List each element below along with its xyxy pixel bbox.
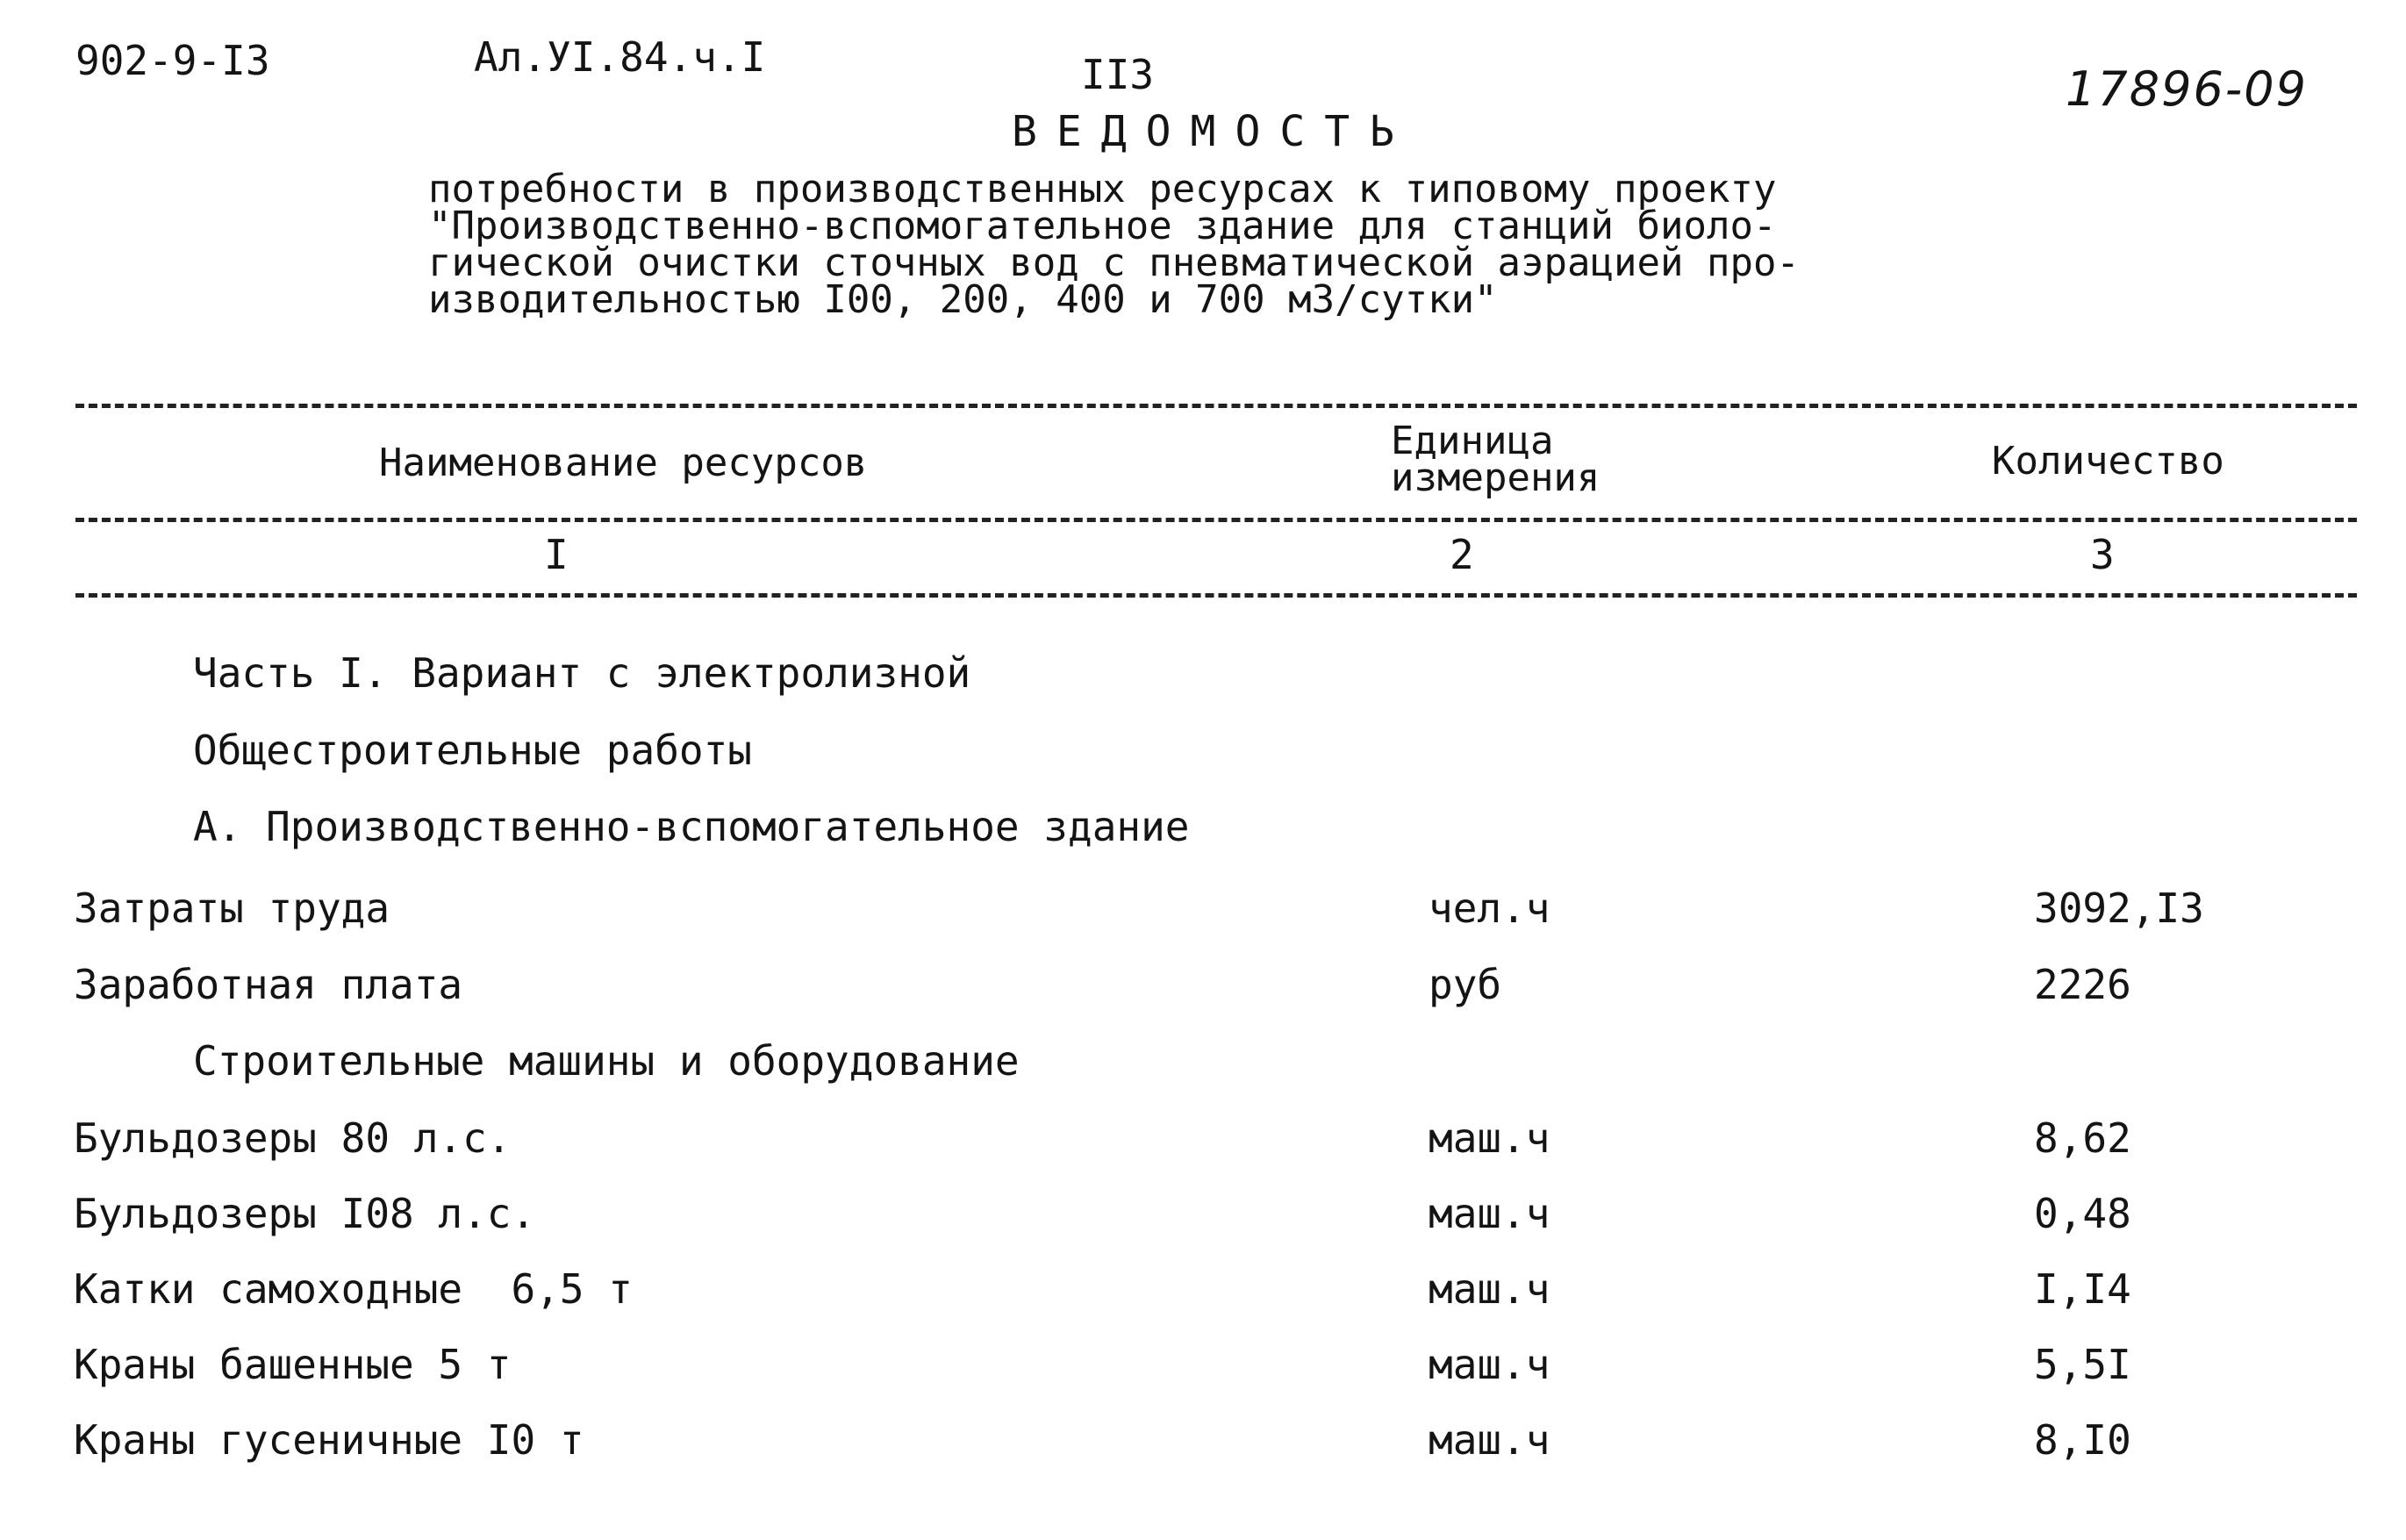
- resource-name: Бульдозеры 80 л.с.: [74, 1114, 512, 1162]
- resource-name: Бульдозеры I08 л.с.: [74, 1190, 536, 1237]
- resource-name: Краны гусеничные I0 т: [74, 1416, 584, 1464]
- resource-name: Краны башенные 5 т: [74, 1341, 512, 1388]
- column-header-unit: Единица измерения: [1391, 419, 1600, 500]
- resource-quantity: 0,48: [2034, 1190, 2131, 1237]
- resource-quantity: 5,5I: [2034, 1341, 2131, 1388]
- column-header-name: Наименование ресурсов: [379, 441, 868, 485]
- resource-quantity: I,I4: [2034, 1265, 2131, 1313]
- table-top-rule: [75, 404, 2357, 408]
- table-row: [0, 1114, 2406, 1167]
- column-number-3: 3: [2090, 531, 2115, 578]
- resource-unit: маш.ч: [1429, 1341, 1550, 1388]
- document-title: ВЕДОМОСТЬ: [1011, 107, 1414, 156]
- inventory-number: 17896-09: [2066, 61, 2308, 117]
- column-number-2: 2: [1450, 531, 1474, 578]
- works-heading: Общестроительные работы: [193, 727, 752, 774]
- resource-unit: чел.ч: [1429, 885, 1550, 932]
- resource-name: Затраты труда: [74, 885, 390, 932]
- resource-quantity: 8,62: [2034, 1114, 2131, 1162]
- building-heading: А. Производственно-вспомогательное здание: [193, 803, 1190, 850]
- table-row: [0, 885, 2406, 937]
- resource-unit: маш.ч: [1429, 1265, 1550, 1313]
- album-reference: Ал.УI.84.ч.I: [474, 33, 766, 81]
- column-number-1: I: [544, 531, 569, 578]
- resource-unit: маш.ч: [1429, 1416, 1550, 1464]
- header-bottom-rule: [75, 593, 2357, 598]
- part-heading: Часть I. Вариант с электролизной: [193, 649, 971, 697]
- column-header-quantity: Количество: [1992, 439, 2224, 483]
- table-row: [0, 1416, 2406, 1469]
- table-row: [0, 1341, 2406, 1393]
- table-row: [0, 961, 2406, 1014]
- resource-unit: маш.ч: [1429, 1114, 1550, 1162]
- resource-name: Заработная плата: [74, 961, 463, 1008]
- machines-heading: Строительные машины и оборудование: [193, 1037, 1020, 1085]
- document-subtitle: потребности в производственных ресурсах к типовому проекту "Производственно-вспомогательное здание для станций биоло- гической очистки сточных вод с пневматической аэрацией про- изводительностью I00, 200, 400 и 700 м3/сутки": [428, 167, 1800, 322]
- document-code: 902-9-I3: [75, 37, 270, 84]
- resource-quantity: 8,I0: [2034, 1416, 2131, 1464]
- resource-unit: маш.ч: [1429, 1190, 1550, 1237]
- header-divider-rule: [75, 518, 2357, 522]
- resource-name: Катки самоходные 6,5 т: [74, 1265, 633, 1313]
- table-row: [0, 1190, 2406, 1243]
- resource-unit: руб: [1429, 961, 1502, 1008]
- resource-quantity: 2226: [2034, 961, 2131, 1008]
- resource-quantity: 3092,I3: [2034, 885, 2204, 932]
- table-row: [0, 1265, 2406, 1318]
- page-number: II3: [1081, 51, 1155, 98]
